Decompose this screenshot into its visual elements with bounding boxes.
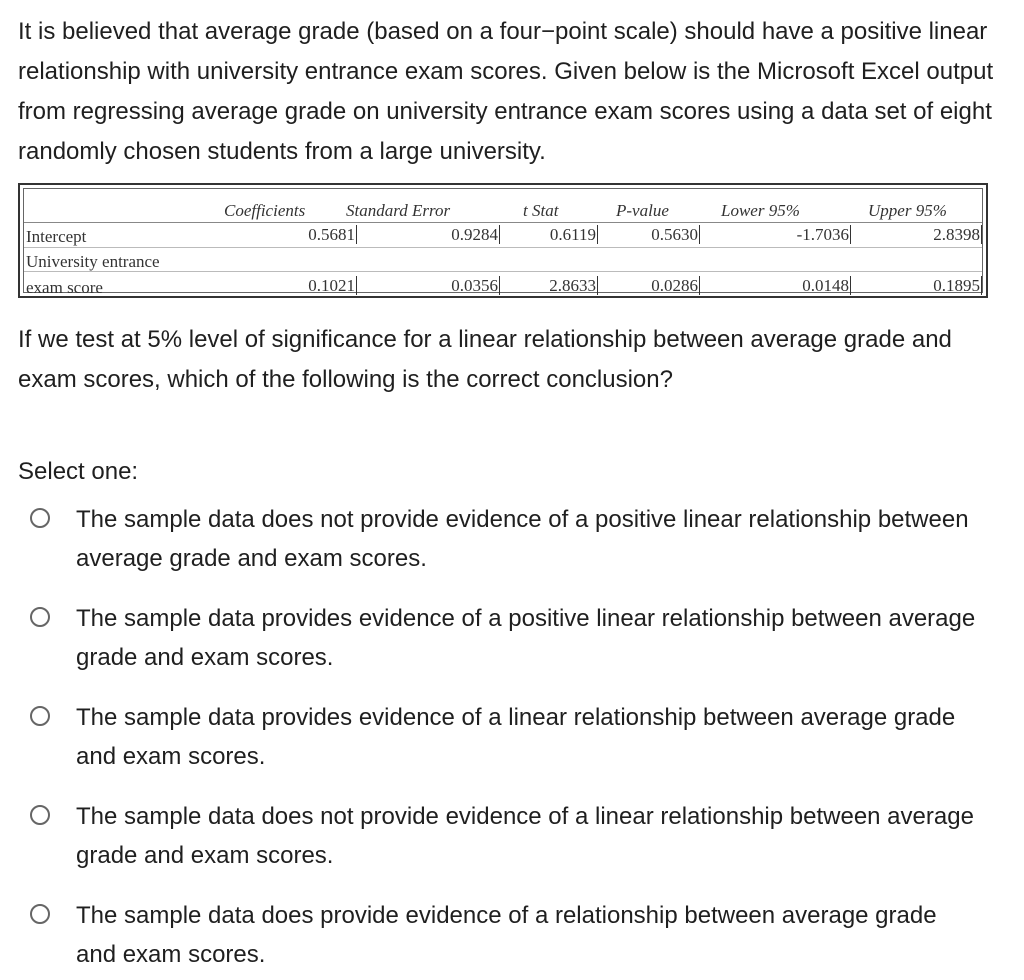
header-coefficients: Coefficients [224,201,306,220]
table-cell: 0.5630 [651,225,698,244]
row-label-exam-score-line2: exam score [26,278,103,297]
question-intro: It is believed that average grade (based on a four−point scale) should have a positive linear relationship with university entrance exam scores. Given below is the Microsoft Excel output from regressing average grade on university entrance exam scores using a data set of eight randomly chosen students from a large university. [18,18,994,165]
answer-option-text[interactable]: The sample data does not provide evidence of a linear relationship between average grade and exam scores. [76,803,974,869]
question-prompt: If we test at 5% level of significance for a linear relationship between average grade and exam scores, which of the following is the correct conclusion? [18,326,952,393]
header-t-stat: t Stat [523,201,559,220]
table-cell: 2.8633 [549,276,596,295]
radio-button[interactable] [30,508,50,528]
table-cell: -1.7036 [796,225,849,244]
regression-table-body [23,188,983,297]
table-cell: 0.0286 [651,276,698,295]
select-one-label: Select one: [18,458,139,485]
answer-option-text[interactable]: The sample data does provide evidence of a relationship between average grade and exam scores. [76,902,937,968]
table-cell: 0.5681 [308,225,355,244]
header-lower-95: Lower 95% [721,201,800,220]
radio-button[interactable] [30,706,50,726]
row-label-exam-score-line1: University entrance [26,252,160,271]
table-cell: 0.1021 [308,276,355,295]
regression-output-table [18,183,988,298]
row-divider [24,271,982,272]
header-upper-95: Upper 95% [868,201,947,220]
header-standard-error: Standard Error [346,201,451,220]
radio-button[interactable] [30,904,50,924]
radio-button[interactable] [30,805,50,825]
table-cell: 0.0148 [802,276,849,295]
table-cell: 0.0356 [451,276,498,295]
answer-option-text[interactable]: The sample data provides evidence of a linear relationship between average grade and exam scores. [76,704,956,770]
row-divider [24,247,982,248]
table-cell: 0.9284 [451,225,498,244]
table-cell: 0.6119 [549,225,596,244]
radio-button[interactable] [30,607,50,627]
row-label-intercept: Intercept [26,227,87,246]
table-cell: 2.8398 [933,225,980,244]
table-cell: 0.1895 [933,276,980,295]
answer-option-text[interactable]: The sample data does not provide evidence of a positive linear relationship between average grade and exam scores. [76,506,969,572]
header-divider [24,222,982,223]
header-p-value: P-value [616,201,669,220]
answer-option-text[interactable]: The sample data provides evidence of a positive linear relationship between average grade and exam scores. [76,605,976,671]
